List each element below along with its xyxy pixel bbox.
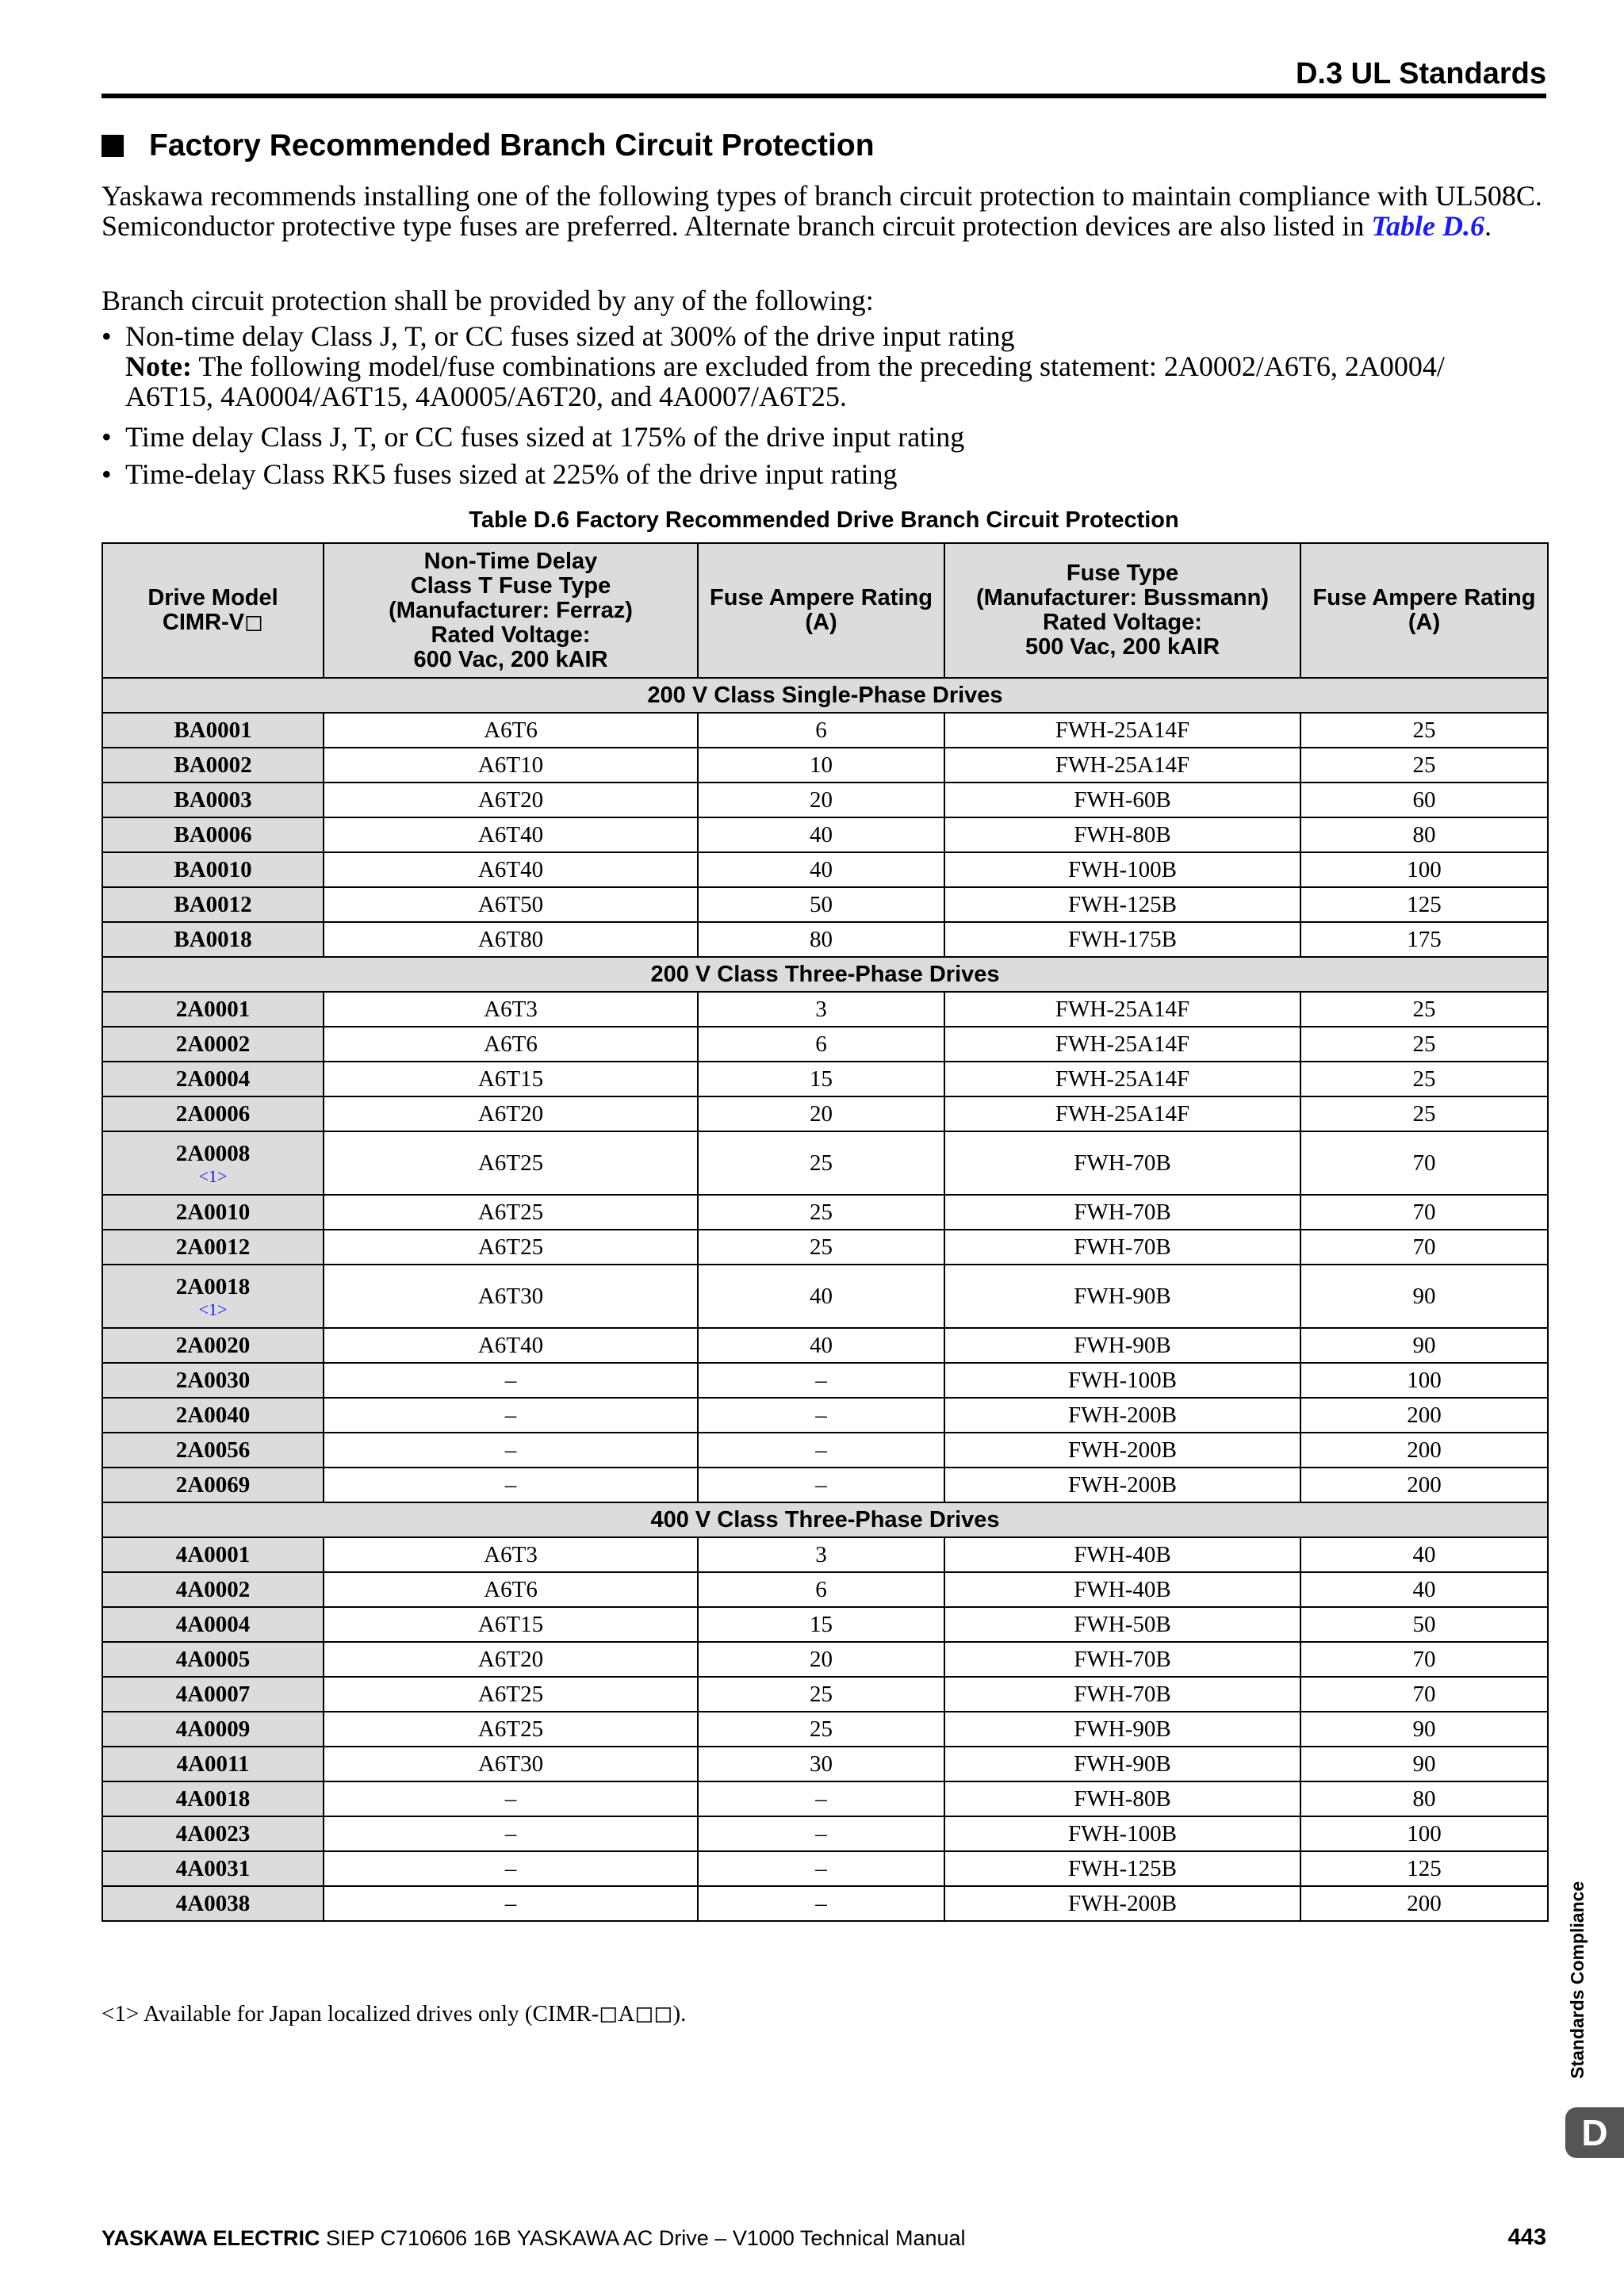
cell-bussmann-fuse: FWH-70B xyxy=(944,1230,1300,1265)
table-row xyxy=(102,1468,1548,1502)
table-d6-link[interactable]: Table D.6 xyxy=(1371,210,1485,242)
cell-drive-model: 2A0018 <1> xyxy=(102,1265,324,1328)
cell-ferraz-fuse: A6T3 xyxy=(324,992,698,1027)
cell-drive-model: BA0018 xyxy=(102,922,324,957)
cell-bussmann-ampere: 70 xyxy=(1300,1677,1548,1712)
fuse-table xyxy=(102,542,1549,1922)
cell-ferraz-fuse: A6T6 xyxy=(324,1572,698,1607)
table-row xyxy=(102,713,1548,748)
cell-ferraz-fuse: A6T40 xyxy=(324,852,698,887)
cell-bussmann-ampere: 125 xyxy=(1300,1851,1548,1886)
cell-ferraz-fuse: A6T15 xyxy=(324,1607,698,1642)
cell-drive-model: 2A0001 xyxy=(102,992,324,1027)
table-row xyxy=(102,1027,1548,1062)
cell-ferraz-fuse: A6T80 xyxy=(324,922,698,957)
cell-bussmann-fuse: FWH-40B xyxy=(944,1537,1300,1572)
table-row xyxy=(102,1195,1548,1230)
cell-bussmann-ampere: 25 xyxy=(1300,1027,1548,1062)
cell-ferraz-ampere: 50 xyxy=(698,887,944,922)
cell-bussmann-fuse: FWH-200B xyxy=(944,1886,1300,1921)
cell-bussmann-fuse: FWH-40B xyxy=(944,1572,1300,1607)
cell-drive-model: BA0006 xyxy=(102,817,324,852)
section-heading xyxy=(102,128,875,163)
header-ferraz-fuse-type: Non-Time Delay Class T Fuse Type (Manufacturer: Ferraz) Rated Voltage: 600 Vac, 200 kAIR xyxy=(324,543,698,678)
cell-ferraz-ampere: – xyxy=(698,1398,944,1433)
cell-ferraz-ampere: 15 xyxy=(698,1607,944,1642)
cell-ferraz-fuse: – xyxy=(324,1433,698,1468)
cell-bussmann-ampere: 25 xyxy=(1300,748,1548,783)
header-drive-model: Drive Model CIMR-V◻ xyxy=(102,543,324,678)
cell-bussmann-ampere: 90 xyxy=(1300,1328,1548,1363)
cell-ferraz-ampere: 40 xyxy=(698,1265,944,1328)
cell-ferraz-ampere: 25 xyxy=(698,1677,944,1712)
bullet-text: Non-time delay Class J, T, or CC fuses sized at 300% of the drive input rating xyxy=(125,320,1015,352)
intro-text: Yaskawa recommends installing one of the following types of branch circuit protection to maintain compliance with UL508C. Semiconductor protective type fuses are preferred. Alternate branch circuit protection devices are also listed in xyxy=(102,180,1542,242)
cell-drive-model: 2A0030 xyxy=(102,1363,324,1398)
cell-bussmann-fuse: FWH-25A14F xyxy=(944,1062,1300,1096)
bullet-text: Time delay Class J, T, or CC fuses sized at 175% of the drive input rating xyxy=(125,421,965,453)
cell-bussmann-fuse: FWH-25A14F xyxy=(944,713,1300,748)
cell-bussmann-ampere: 200 xyxy=(1300,1886,1548,1921)
footnote-ref[interactable]: <1> xyxy=(198,1299,228,1319)
cell-ferraz-ampere: 25 xyxy=(698,1195,944,1230)
cell-bussmann-ampere: 80 xyxy=(1300,817,1548,852)
header-ferraz-ampere: Fuse Ampere Rating (A) xyxy=(698,543,944,678)
cell-drive-model: 2A0010 xyxy=(102,1195,324,1230)
cell-drive-model: 4A0031 xyxy=(102,1851,324,1886)
bullet-item xyxy=(102,422,964,452)
cell-bussmann-fuse: FWH-90B xyxy=(944,1747,1300,1781)
cell-drive-model: BA0012 xyxy=(102,887,324,922)
table-row xyxy=(102,1398,1548,1433)
cell-ferraz-ampere: 10 xyxy=(698,748,944,783)
cell-bussmann-ampere: 90 xyxy=(1300,1747,1548,1781)
cell-ferraz-ampere: – xyxy=(698,1816,944,1851)
cell-bussmann-ampere: 200 xyxy=(1300,1468,1548,1502)
table-row xyxy=(102,1781,1548,1816)
cell-bussmann-fuse: FWH-50B xyxy=(944,1607,1300,1642)
table-header-row xyxy=(102,543,1548,678)
cell-bussmann-ampere: 40 xyxy=(1300,1572,1548,1607)
cell-drive-model: 2A0002 xyxy=(102,1027,324,1062)
cell-ferraz-ampere: 20 xyxy=(698,1642,944,1677)
cell-ferraz-ampere: 25 xyxy=(698,1712,944,1747)
table-row xyxy=(102,922,1548,957)
table-row xyxy=(102,1677,1548,1712)
table-row xyxy=(102,1230,1548,1265)
group-title: 400 V Class Three-Phase Drives xyxy=(102,1502,1548,1537)
cell-ferraz-ampere: 80 xyxy=(698,922,944,957)
cell-ferraz-fuse: A6T40 xyxy=(324,1328,698,1363)
cell-drive-model: 4A0004 xyxy=(102,1607,324,1642)
cell-drive-model: 4A0001 xyxy=(102,1537,324,1572)
intro-end: . xyxy=(1484,210,1492,242)
table-row xyxy=(102,852,1548,887)
cell-bussmann-fuse: FWH-90B xyxy=(944,1328,1300,1363)
table-row xyxy=(102,1572,1548,1607)
heading-text: Factory Recommended Branch Circuit Protection xyxy=(149,128,875,163)
table-row xyxy=(102,817,1548,852)
cell-bussmann-ampere: 80 xyxy=(1300,1781,1548,1816)
table-row xyxy=(102,783,1548,817)
cell-bussmann-fuse: FWH-70B xyxy=(944,1195,1300,1230)
cell-ferraz-ampere: 6 xyxy=(698,1027,944,1062)
cell-ferraz-ampere: 40 xyxy=(698,817,944,852)
table-row xyxy=(102,1607,1548,1642)
cell-bussmann-fuse: FWH-90B xyxy=(944,1712,1300,1747)
table-row xyxy=(102,1433,1548,1468)
cell-bussmann-fuse: FWH-80B xyxy=(944,817,1300,852)
cell-bussmann-fuse: FWH-100B xyxy=(944,1816,1300,1851)
cell-bussmann-ampere: 70 xyxy=(1300,1131,1548,1195)
cell-ferraz-ampere: – xyxy=(698,1851,944,1886)
cell-bussmann-ampere: 100 xyxy=(1300,1363,1548,1398)
cell-ferraz-ampere: 20 xyxy=(698,783,944,817)
table-row xyxy=(102,1537,1548,1572)
cell-bussmann-ampere: 200 xyxy=(1300,1398,1548,1433)
cell-ferraz-ampere: 40 xyxy=(698,1328,944,1363)
table-row xyxy=(102,1096,1548,1131)
note-text: The following model/fuse combinations are excluded from the preceding statement: 2A0002/A6T6, 2A0004/ A6T15, 4A0004/A6T15, 4A0005/A6T20, and 4A0007/A6T25. xyxy=(125,350,1445,412)
cell-bussmann-fuse: FWH-70B xyxy=(944,1642,1300,1677)
cell-bussmann-fuse: FWH-25A14F xyxy=(944,1027,1300,1062)
cell-bussmann-ampere: 60 xyxy=(1300,783,1548,817)
cell-ferraz-fuse: A6T6 xyxy=(324,1027,698,1062)
table-row xyxy=(102,1265,1548,1328)
cell-bussmann-fuse: FWH-25A14F xyxy=(944,1096,1300,1131)
bullet-text: Time-delay Class RK5 fuses sized at 225% of the drive input rating xyxy=(125,458,898,490)
cell-ferraz-fuse: A6T15 xyxy=(324,1062,698,1096)
group-header-row xyxy=(102,678,1548,713)
footer-brand: YASKAWA ELECTRIC xyxy=(102,2226,320,2250)
cell-ferraz-ampere: 3 xyxy=(698,992,944,1027)
cell-bussmann-fuse: FWH-200B xyxy=(944,1433,1300,1468)
table-row xyxy=(102,1747,1548,1781)
cell-bussmann-ampere: 25 xyxy=(1300,992,1548,1027)
cell-ferraz-fuse: A6T30 xyxy=(324,1747,698,1781)
table-row xyxy=(102,992,1548,1027)
cell-ferraz-ampere: 30 xyxy=(698,1747,944,1781)
cell-bussmann-ampere: 50 xyxy=(1300,1607,1548,1642)
cell-drive-model: 2A0012 xyxy=(102,1230,324,1265)
cell-bussmann-ampere: 70 xyxy=(1300,1642,1548,1677)
cell-ferraz-ampere: 25 xyxy=(698,1131,944,1195)
cell-bussmann-ampere: 25 xyxy=(1300,1062,1548,1096)
cell-ferraz-ampere: 20 xyxy=(698,1096,944,1131)
group-title: 200 V Class Three-Phase Drives xyxy=(102,957,1548,992)
cell-ferraz-ampere: – xyxy=(698,1886,944,1921)
cell-ferraz-ampere: 6 xyxy=(698,713,944,748)
cell-ferraz-fuse: – xyxy=(324,1363,698,1398)
cell-ferraz-fuse: A6T20 xyxy=(324,783,698,817)
cell-drive-model: 4A0002 xyxy=(102,1572,324,1607)
cell-ferraz-fuse: A6T25 xyxy=(324,1195,698,1230)
table-row xyxy=(102,1328,1548,1363)
cell-ferraz-ampere: – xyxy=(698,1468,944,1502)
square-bullet-icon xyxy=(102,135,124,157)
side-tab-label: Standards Compliance xyxy=(1567,1881,1588,2079)
cell-bussmann-fuse: FWH-200B xyxy=(944,1468,1300,1502)
chapter-tab[interactable]: D xyxy=(1565,2107,1624,2158)
cell-drive-model: 2A0008 <1> xyxy=(102,1131,324,1195)
cell-ferraz-fuse: – xyxy=(324,1886,698,1921)
cell-bussmann-ampere: 90 xyxy=(1300,1712,1548,1747)
header-bussmann-fuse-type: Fuse Type (Manufacturer: Bussmann) Rated Voltage: 500 Vac, 200 kAIR xyxy=(944,543,1300,678)
cell-bussmann-ampere: 100 xyxy=(1300,852,1548,887)
cell-drive-model: 2A0020 xyxy=(102,1328,324,1363)
cell-ferraz-fuse: A6T6 xyxy=(324,713,698,748)
bullet-item xyxy=(102,459,898,489)
footer-doc xyxy=(102,2226,966,2251)
cell-bussmann-fuse: FWH-70B xyxy=(944,1131,1300,1195)
cell-ferraz-ampere: 25 xyxy=(698,1230,944,1265)
cell-bussmann-fuse: FWH-175B xyxy=(944,922,1300,957)
note-label: Note: xyxy=(125,350,192,382)
cell-ferraz-fuse: A6T25 xyxy=(324,1677,698,1712)
footer-doc-title: SIEP C710606 16B YASKAWA AC Drive – V1000 Technical Manual xyxy=(320,2226,966,2250)
cell-drive-model: 4A0038 xyxy=(102,1886,324,1921)
table-row xyxy=(102,887,1548,922)
cell-drive-model: BA0002 xyxy=(102,748,324,783)
group-title: 200 V Class Single-Phase Drives xyxy=(102,678,1548,713)
footnote: <1> Available for Japan localized drives only (CIMR-◻A◻◻). xyxy=(102,2001,687,2026)
cell-bussmann-fuse: FWH-25A14F xyxy=(944,748,1300,783)
cell-bussmann-ampere: 25 xyxy=(1300,1096,1548,1131)
bullet-dot-icon: • xyxy=(102,421,112,453)
cell-bussmann-ampere: 90 xyxy=(1300,1265,1548,1328)
cell-bussmann-fuse: FWH-80B xyxy=(944,1781,1300,1816)
table-row xyxy=(102,1886,1548,1921)
cell-bussmann-fuse: FWH-125B xyxy=(944,1851,1300,1886)
cell-ferraz-fuse: A6T25 xyxy=(324,1230,698,1265)
cell-ferraz-fuse: A6T20 xyxy=(324,1642,698,1677)
group-header-row xyxy=(102,1502,1548,1537)
footnote-ref[interactable]: <1> xyxy=(198,1165,228,1186)
cell-ferraz-fuse: A6T10 xyxy=(324,748,698,783)
cell-bussmann-fuse: FWH-70B xyxy=(944,1677,1300,1712)
cell-bussmann-ampere: 70 xyxy=(1300,1230,1548,1265)
cell-bussmann-fuse: FWH-60B xyxy=(944,783,1300,817)
cell-ferraz-fuse: – xyxy=(324,1816,698,1851)
cell-ferraz-ampere: – xyxy=(698,1363,944,1398)
cell-bussmann-fuse: FWH-100B xyxy=(944,852,1300,887)
cell-ferraz-fuse: A6T25 xyxy=(324,1131,698,1195)
cell-bussmann-ampere: 40 xyxy=(1300,1537,1548,1572)
cell-ferraz-fuse: A6T25 xyxy=(324,1712,698,1747)
intro-paragraph xyxy=(102,181,1553,241)
cell-drive-model: 2A0004 xyxy=(102,1062,324,1096)
cell-ferraz-fuse: A6T40 xyxy=(324,817,698,852)
cell-ferraz-fuse: – xyxy=(324,1468,698,1502)
cell-drive-model: 2A0040 xyxy=(102,1398,324,1433)
table-row xyxy=(102,748,1548,783)
cell-drive-model: 4A0007 xyxy=(102,1677,324,1712)
header-bussmann-ampere: Fuse Ampere Rating (A) xyxy=(1300,543,1548,678)
cell-ferraz-ampere: 15 xyxy=(698,1062,944,1096)
cell-ferraz-fuse: – xyxy=(324,1398,698,1433)
cell-ferraz-fuse: A6T30 xyxy=(324,1265,698,1328)
cell-drive-model: 4A0009 xyxy=(102,1712,324,1747)
cell-bussmann-fuse: FWH-90B xyxy=(944,1265,1300,1328)
bullet-item xyxy=(102,321,1014,351)
cell-ferraz-ampere: 40 xyxy=(698,852,944,887)
cell-bussmann-ampere: 100 xyxy=(1300,1816,1548,1851)
cell-drive-model: 4A0005 xyxy=(102,1642,324,1677)
table-caption: Table D.6 Factory Recommended Drive Branch Circuit Protection xyxy=(469,507,1179,533)
cell-ferraz-ampere: – xyxy=(698,1433,944,1468)
cell-bussmann-ampere: 70 xyxy=(1300,1195,1548,1230)
cell-drive-model: BA0010 xyxy=(102,852,324,887)
note-block xyxy=(125,351,1521,411)
cell-ferraz-fuse: – xyxy=(324,1781,698,1816)
cell-drive-model: 2A0006 xyxy=(102,1096,324,1131)
cell-bussmann-fuse: FWH-125B xyxy=(944,887,1300,922)
cell-ferraz-fuse: A6T20 xyxy=(324,1096,698,1131)
page-number: 443 xyxy=(1507,2225,1546,2250)
section-header: D.3 UL Standards xyxy=(1295,57,1546,90)
cell-bussmann-ampere: 175 xyxy=(1300,922,1548,957)
table-row xyxy=(102,1712,1548,1747)
cell-bussmann-fuse: FWH-25A14F xyxy=(944,992,1300,1027)
cell-ferraz-ampere: 6 xyxy=(698,1572,944,1607)
table-row xyxy=(102,1816,1548,1851)
table-row xyxy=(102,1851,1548,1886)
cell-ferraz-fuse: – xyxy=(324,1851,698,1886)
table-row xyxy=(102,1131,1548,1195)
cell-drive-model: 2A0056 xyxy=(102,1433,324,1468)
group-header-row xyxy=(102,957,1548,992)
table-row xyxy=(102,1363,1548,1398)
cell-drive-model: BA0001 xyxy=(102,713,324,748)
cell-ferraz-fuse: A6T3 xyxy=(324,1537,698,1572)
cell-bussmann-ampere: 200 xyxy=(1300,1433,1548,1468)
cell-drive-model: BA0003 xyxy=(102,783,324,817)
cell-bussmann-fuse: FWH-200B xyxy=(944,1398,1300,1433)
cell-ferraz-fuse: A6T50 xyxy=(324,887,698,922)
table-row xyxy=(102,1062,1548,1096)
cell-drive-model: 4A0011 xyxy=(102,1747,324,1781)
cell-ferraz-ampere: 3 xyxy=(698,1537,944,1572)
cell-drive-model: 4A0018 xyxy=(102,1781,324,1816)
cell-drive-model: 2A0069 xyxy=(102,1468,324,1502)
cell-ferraz-ampere: – xyxy=(698,1781,944,1816)
header-rule xyxy=(102,94,1546,98)
bullet-dot-icon: • xyxy=(102,320,112,352)
cell-drive-model: 4A0023 xyxy=(102,1816,324,1851)
cell-bussmann-fuse: FWH-100B xyxy=(944,1363,1300,1398)
bullet-dot-icon: • xyxy=(102,458,112,490)
provided-by-text: Branch circuit protection shall be provided by any of the following: xyxy=(102,285,874,316)
table-row xyxy=(102,1642,1548,1677)
cell-bussmann-ampere: 125 xyxy=(1300,887,1548,922)
cell-bussmann-ampere: 25 xyxy=(1300,713,1548,748)
